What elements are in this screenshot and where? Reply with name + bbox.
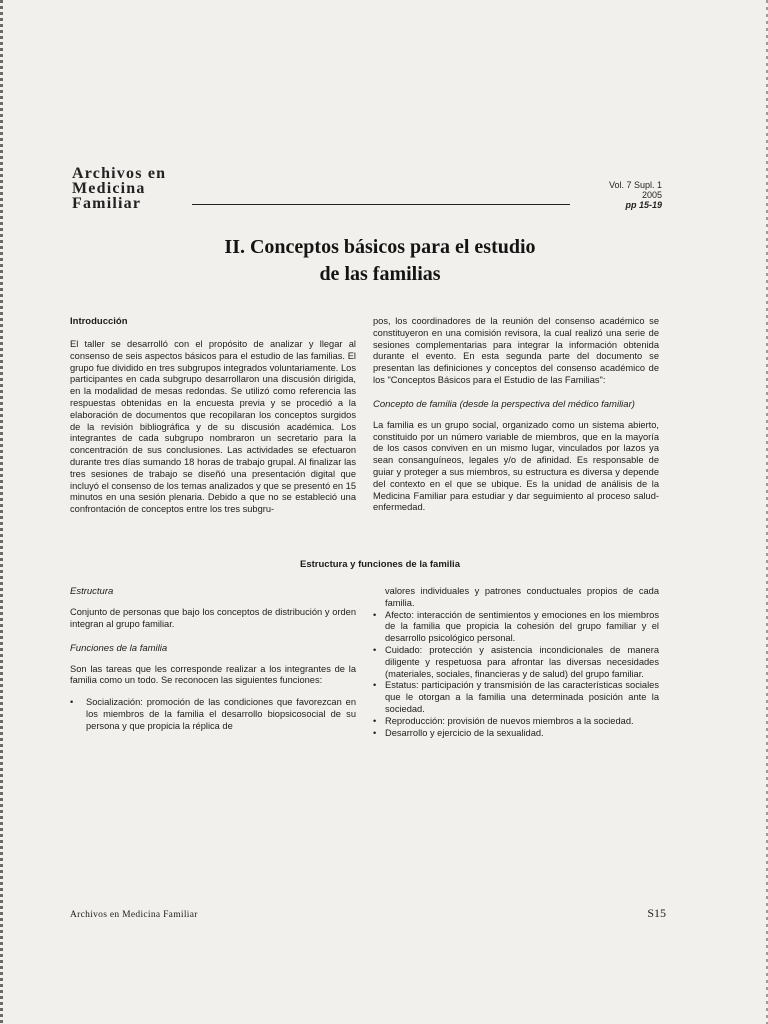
page-number: S15 [647, 906, 666, 920]
estructura-heading: Estructura [70, 586, 114, 597]
functions-list-left [70, 697, 356, 732]
list-item: • Desarrollo y ejercicio de la sexualidad. [373, 728, 659, 740]
intro-heading: Introducción [70, 316, 128, 327]
scan-edge-left [0, 0, 3, 1024]
list-item: • Cuidado: protección y asistencia incondicionales de manera diligente y respetuosa para afrontar las diversas necesidades (materiales, sociales, financieras y de salud) del grupo familiar. [373, 645, 659, 680]
journal-logo-line: Medicina [72, 180, 146, 197]
page-range: pp 15-19 [625, 200, 662, 210]
section-column-right [373, 586, 659, 739]
title-line: II. Conceptos básicos para el estudio [224, 236, 536, 258]
intro-paragraph: El taller se desarrolló con el propósito de analizar y llegar al consenso de seis aspectos básicos para el estudio de las familias. El grupo fue dividido en tres subgrupos integrados voluntariamente. Los participantes en cada subgrupo desarrollaron una discusión dirigida, en la modalidad de mesas redondas. Se utilizó como referencia las respuestas obtenidas en la encuesta previa y se procedió a la elaboración de documentos que recopilaran los conceptos surgidos de la revisión bibliográfica y de su discusión académica. Los integrantes de cada subgrupo nombraron un secretario para la concentración de sus conclusiones. Las actividades se efectuaron durante tres días sumando 18 horas de trabajo grupal. Al finalizar las tres sesiones de trabajo se diseñó una presentación digital que incluyó el consenso de los temas analizados y que se presentó en 15 minutos en una sesión plenaria. Debido a que no se estableció una confrontación de conceptos entre los tres subgru- [70, 339, 356, 515]
list-item: • Reproducción: provisión de nuevos miembros a la sociedad. [373, 716, 659, 728]
section-column-left [70, 586, 356, 733]
list-item: • Estatus: participación y transmisión de las características sociales que le otorgan a la familia una determinada posición ante la sociedad. [373, 680, 659, 715]
header-rule [192, 204, 570, 205]
funciones-heading: Funciones de la familia [70, 642, 168, 654]
footer-journal: Archivos en Medicina Familiar [70, 910, 198, 920]
volume-number: Vol. 7 Supl. 1 [608, 180, 662, 190]
intro-continuation: pos, los coordinadores de la reunión del consenso académico se constituyeron en una comisión revisora, la cual realizó una serie de sesiones complementarias para integrar la información obtenida durante el evento. En esta segunda parte del documento se presentan las definiciones y conceptos del consenso académico de los "Conceptos Básicos para el Estudio de las Familias": [373, 316, 659, 385]
list-item-continuation: valores individuales y patrones conductuales propios de cada familia. [385, 586, 659, 608]
journal-logo-line: Archivos en [72, 165, 167, 182]
title-line: de las familias [319, 263, 441, 285]
list-item: • Afecto: interacción de sentimientos y emociones en los miembros de la familia que propicia la cohesión del grupo familiar y el desarrollo psicológico personal. [373, 610, 659, 645]
volume-year: 2005 [641, 190, 662, 200]
funciones-paragraph: Son las tareas que les corresponde realizar a los integrantes de la familia como un todo. Se reconocen las siguientes funciones: [70, 663, 356, 686]
article-title [130, 234, 630, 288]
intro-column-left [70, 316, 356, 516]
journal-logo-line: Familiar [72, 195, 142, 212]
list-item: • Socialización: promoción de las condiciones que favorezcan en los miembros de la familia el desarrollo biopsicosocial de su persona y que propicia la réplica de [70, 697, 356, 732]
functions-list-right [373, 586, 659, 739]
concepto-heading: Concepto de familia (desde la perspectiva del médico familiar) [373, 398, 635, 410]
volume-info [609, 180, 662, 210]
section-heading: Estructura y funciones de la familia [300, 559, 460, 570]
concepto-paragraph: La familia es un grupo social, organizado como un sistema abierto, constituido por un número variable de miembros, que en la mayoría de los casos conviven en un mismo lugar, vinculados por lazos ya sean consanguíneos, legales y/o de afinidad. Es responsable de guiar y proteger a sus miembros, su estructura es diversa y depende del contexto en el que se ubique. Es la unidad de análisis de la Medicina Familiar para estudiar y dar seguimiento al proceso salud-enfermedad. [373, 419, 659, 513]
estructura-paragraph: Conjunto de personas que bajo los conceptos de distribución y orden integran al grupo familiar. [70, 607, 356, 629]
intro-column-right [373, 316, 659, 514]
journal-logo [72, 166, 166, 211]
